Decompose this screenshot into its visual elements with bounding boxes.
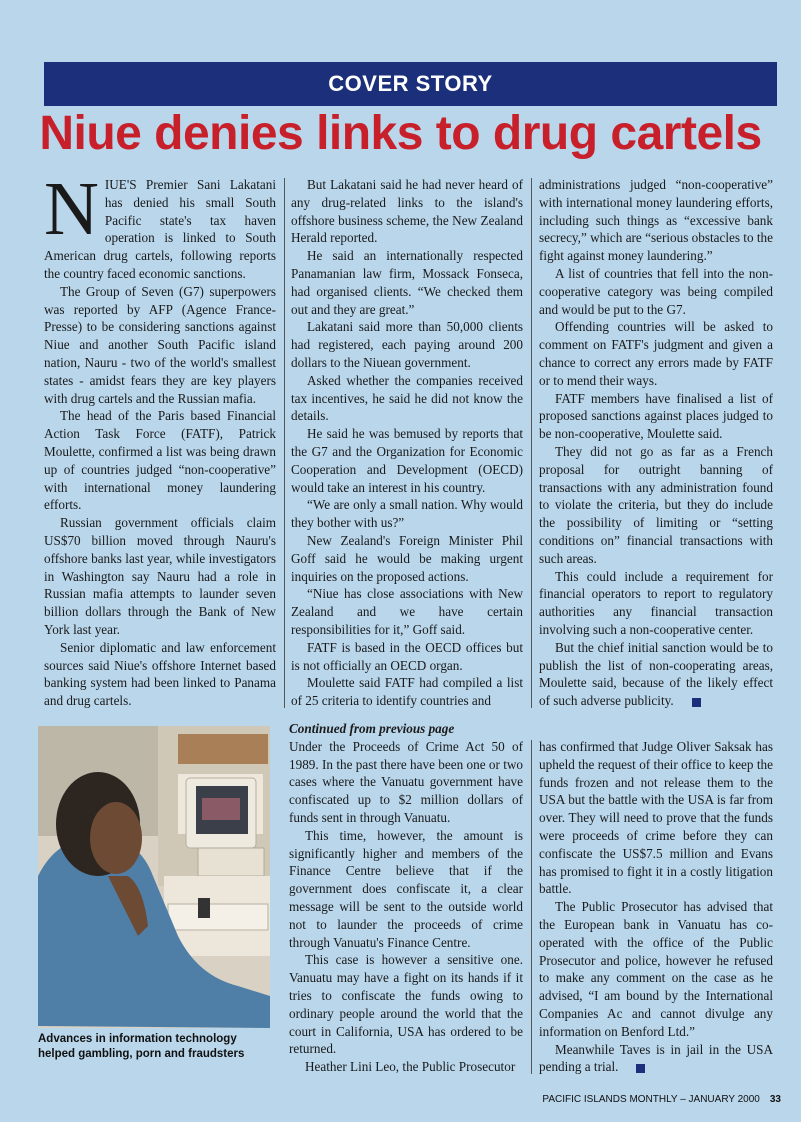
- page-number: 33: [769, 1094, 781, 1105]
- column-divider: [284, 178, 285, 708]
- article-photo: [38, 726, 270, 1028]
- article-column-3: [539, 176, 773, 710]
- end-mark-icon: [692, 698, 701, 707]
- headline: Niue denies links to drug cartels: [39, 107, 762, 160]
- end-mark-icon: [636, 1064, 645, 1073]
- paragraph: FATF members have finalised a list of proposed sanctions against places judged to be non-cooperative, Moulette said.: [539, 390, 773, 442]
- page-footer: [542, 1094, 781, 1105]
- paragraph: “Niue has close associations with New Zealand and we have certain responsibilities for it,” Goff said.: [291, 586, 523, 637]
- paragraph: Heather Lini Leo, the Public Prosecutor: [305, 1059, 516, 1075]
- paragraph: The Group of Seven (G7) superpowers was reported by AFP (Agence France-Presse) to be considering sanctions against Niue and another South Pacific island nation, Nauru - two of the world's smallest states - amidst fears they are key players with drug cartels and the Russian mafia.: [44, 283, 276, 406]
- paragraph: Meanwhile Taves is in jail in the USA pending a trial.: [539, 1041, 773, 1075]
- paragraph: Senior diplomatic and law enforcement sources said Niue's offshore Internet based banking system had been linked to Panama and drug cartels.: [44, 639, 276, 709]
- paragraph: They did not go as far as a French proposal for outright banning of transactions with any administration found to violate the criteria, but they do include the possibility of limiting or “setting conditions on” financial transactions with such areas.: [539, 443, 773, 566]
- paragraph: He said an internationally respected Panamanian law firm, Mossack Fonseca, had organised clients. “We checked them out and they are great.”: [291, 248, 523, 317]
- article-column-5: [539, 738, 773, 1076]
- continued-heading: Continued from previous page: [289, 721, 455, 736]
- man-at-computer-image: [38, 726, 270, 1028]
- paragraph: New Zealand's Foreign Minister Phil Goff said he would be making urgent inquiries on the proposed actions.: [291, 532, 523, 584]
- column-divider: [531, 740, 532, 1074]
- paragraph: Moulette said FATF had compiled a list of 25 criteria to identify countries and: [291, 675, 523, 709]
- paragraph: But Lakatani said he had never heard of any drug-related links to the island's offshore business scheme, the New Zealand Herald reported.: [291, 177, 523, 246]
- paragraph: The Public Prosecutor has advised that the European bank in Vanuatu has co-operated with the office of the Public Prosecutor and police, however he refused to make any comment on the case as he advised, “I am bound by the International Companies Ac and cannot divulge any information on Benford Ltd.”: [539, 899, 773, 1039]
- paragraph: He said he was bemused by reports that the G7 and the Organization for Economic Cooperation and Development (OECD) would take an interest in his country.: [291, 426, 523, 495]
- lead-paragraph: NIUE'S Premier Sani Lakatani has denied his small South Pacific state's tax haven operation is linked to South American drug cartels, following reports the country faced economic sanctions.: [44, 167, 276, 281]
- article-column-4: [289, 720, 523, 1076]
- drop-cap: N: [44, 167, 99, 251]
- paragraph: This time, however, the amount is significantly higher and members of the Finance Centre believe that if the government does confiscate it, a clear message will be sent to the outside world not to launder the proceeds of crime through Vanuatu's Finance Centre.: [289, 827, 523, 950]
- paragraph: FATF is based in the OECD offices but is not officially an OECD organ.: [291, 639, 523, 673]
- paragraph: This could include a requirement for financial operators to report to regulatory authorities any financial transaction involving such a non-cooperative center.: [539, 568, 773, 637]
- paragraph: A list of countries that fell into the non-cooperative category was being compiled and would be put to the G7.: [539, 265, 773, 317]
- paragraph: administrations judged “non-cooperative” with international money laundering efforts, including such things as “excessive bank secrecy,” which are “serious obstacles to the fight against money laundering.”: [539, 177, 773, 264]
- paragraph: has confirmed that Judge Oliver Saksak has upheld the request of their office to keep the funds frozen and not release them to the USA but the battle with the USA is far from over. They will need to prove that the funds were proceeds of crime before they can confiscate the US$7.5 million and Evans has promised to fight it in a costly litigation battle.: [539, 739, 773, 897]
- paragraph: The head of the Paris based Financial Action Task Force (FATF), Patrick Moulette, confirmed a list was being drawn up of countries judged “non-cooperative” with international money laundering efforts.: [44, 408, 276, 513]
- publication-name: PACIFIC ISLANDS MONTHLY – JANUARY 2000: [542, 1094, 760, 1105]
- paragraph: Lakatani said more than 50,000 clients had registered, each paying around 200 dollars to the Niuean government.: [291, 319, 523, 370]
- photo-caption: Advances in information technology helped gambling, porn and fraudsters: [38, 1033, 245, 1060]
- paragraph: Asked whether the companies received tax incentives, he said he did not know the details.: [291, 372, 523, 424]
- article-column-2: [291, 176, 523, 710]
- paragraph: Russian government officials claim US$70 billion moved through Nauru's offshore banks last year, while investigators in Washington say Nauru had a role in Russian mafia attempts to launder seven billion dollars through the Bank of New York last year.: [44, 515, 276, 637]
- section-banner: COVER STORY: [44, 62, 777, 106]
- column-divider: [531, 178, 532, 708]
- paragraph: “We are only a small nation. Why would they bother with us?”: [291, 497, 523, 531]
- paragraph: But the chief initial sanction would be to publish the list of non-cooperating areas, Moulette said, because of the likely effect of such adverse publicity.: [539, 639, 773, 709]
- article-column-1: [44, 167, 276, 710]
- paragraph: Offending countries will be asked to comment on FATF's judgment and given a chance to correct any errors made by FATF or to mend their ways.: [539, 319, 773, 388]
- paragraph: This case is however a sensitive one. Vanuatu may have a fight on its hands if it tries to confiscate the funds owing to ordinary people around the world that the court in California, USA has ordered to be returned.: [289, 952, 523, 1057]
- paragraph: Under the Proceeds of Crime Act 50 of 1989. In the past there have been one or two cases where the Vanuatu government have confiscated up to $2 million dollars of funds sent in through Vanuatu.: [289, 738, 523, 825]
